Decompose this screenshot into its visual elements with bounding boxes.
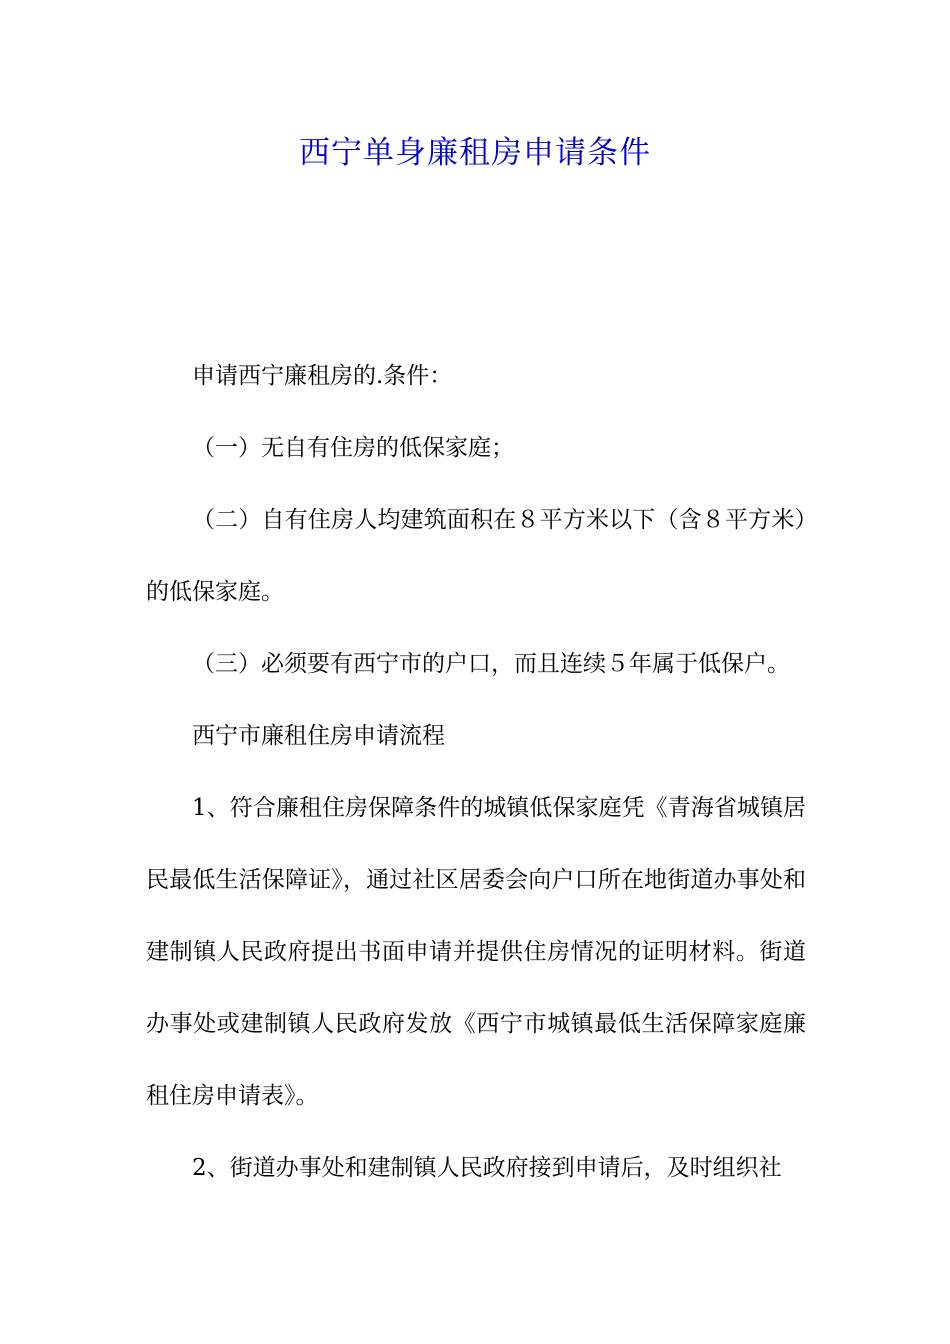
paragraph-process-heading: 西宁市廉租住房申请流程	[192, 723, 445, 749]
paragraph-conditions-intro: 申请西宁廉租房的.条件：	[192, 363, 453, 389]
document-body	[146, 340, 806, 1204]
paragraph-condition-3: （三）必须要有西宁市的户口，而且连续５年属于低保户。	[192, 651, 790, 677]
paragraph-condition-1: （一）无自有住房的低保家庭；	[192, 435, 514, 461]
document-title: 西宁单身廉租房申请条件	[299, 135, 651, 171]
paragraph-process-step-2: 2、街道办事处和建制镇人民政府接到申请后，及时组织社	[192, 1155, 782, 1181]
paragraph-process-step-1: 1、符合廉租住房保障条件的城镇低保家庭凭《青海省城镇居民最低生活保障证》，通过社区居委会向户口所在地街道办事处和建制镇人民政府提出书面申请并提供住房情况的证明材料。街道办事处或建制镇人民政府发放《西宁市城镇最低生活保障家庭廉租住房申请表》。	[146, 795, 806, 1109]
paragraph-condition-2: （二）自有住房人均建筑面积在８平方米以下（含８平方米）的低保家庭。	[146, 507, 806, 605]
